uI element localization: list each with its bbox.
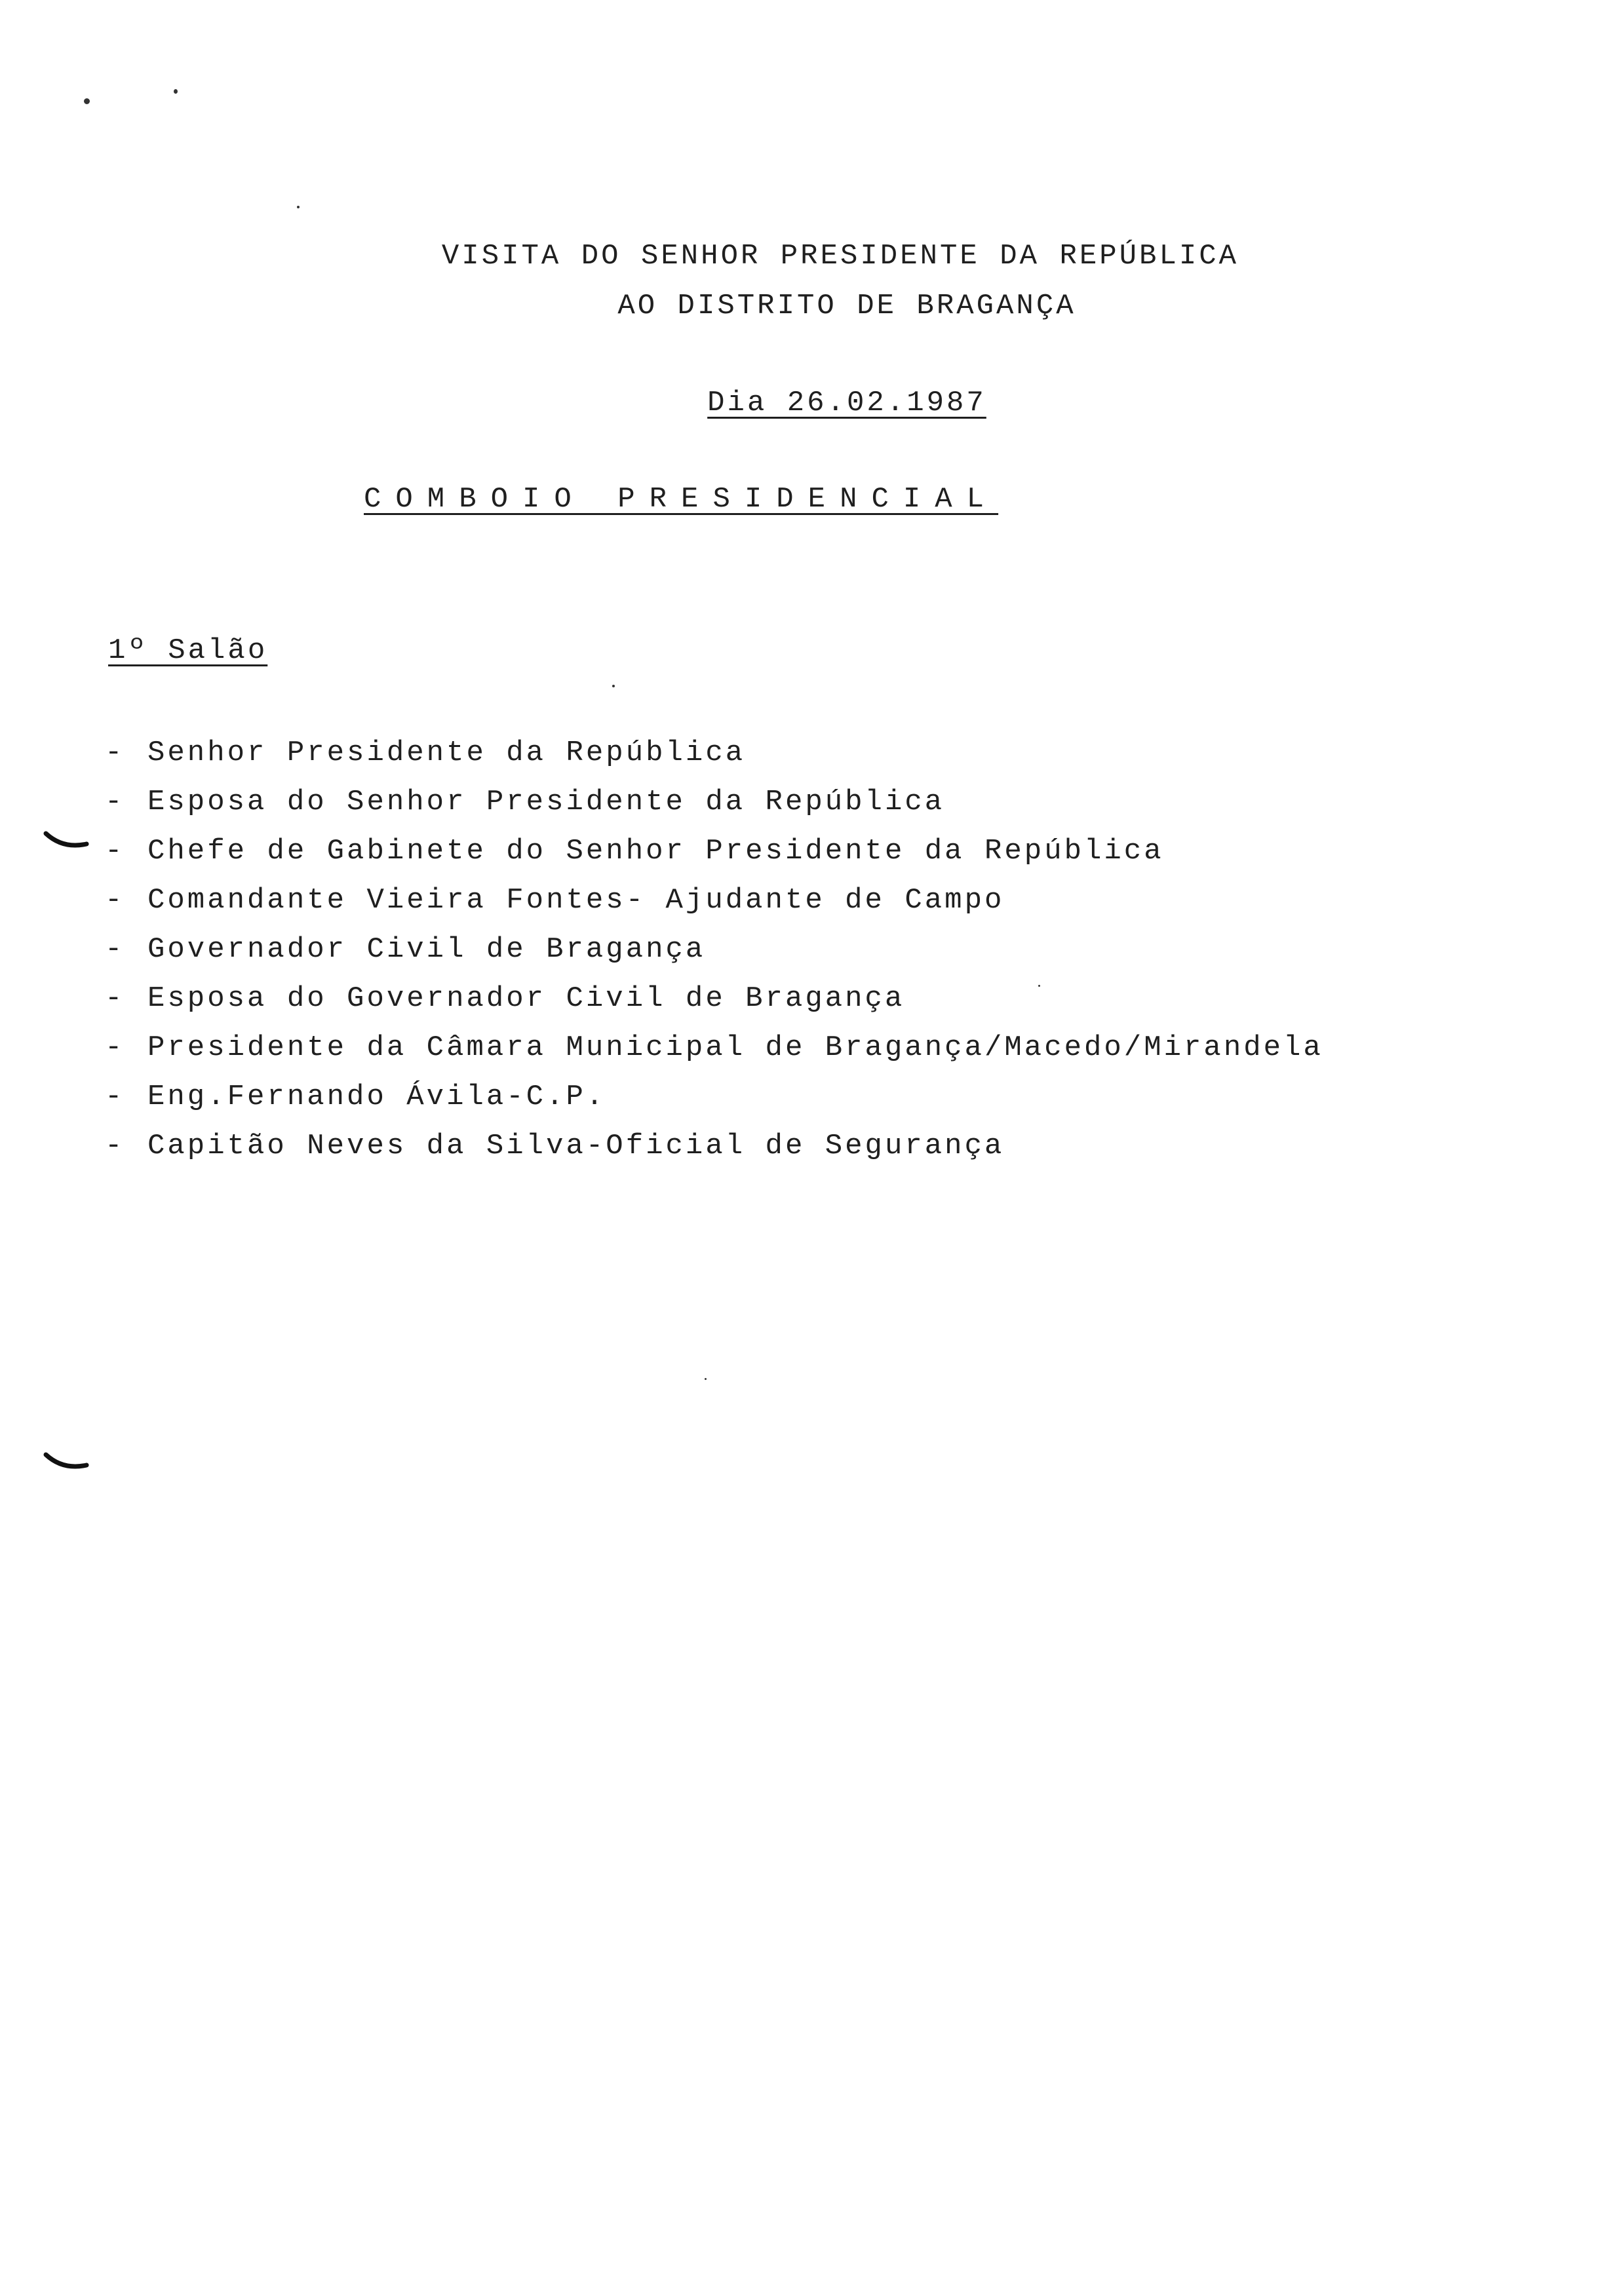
- list-item: [105, 729, 1323, 778]
- attendee-name: Capitão Neves da Silva-Oficial de Segurança: [147, 1130, 1005, 1162]
- attendee-name: Governador Civil de Bragança: [147, 933, 706, 966]
- attendee-name: Presidente da Câmara Municipal de Bragança/Macedo/Mirandela: [147, 1031, 1323, 1064]
- list-bullet: -: [105, 1031, 125, 1064]
- document-date-text: Dia 26.02.1987: [707, 387, 986, 419]
- scan-speck: [705, 1378, 707, 1380]
- document-title: COMBOIO PRESIDENCIAL: [364, 483, 999, 516]
- scan-speck: [174, 89, 178, 94]
- list-bullet: -: [105, 982, 125, 1015]
- list-item: [105, 876, 1323, 925]
- section-title: 1º Salão: [108, 634, 268, 667]
- list-bullet: -: [105, 835, 125, 868]
- list-item: [105, 1122, 1323, 1171]
- list-bullet: -: [105, 1130, 125, 1162]
- scan-speck: [84, 98, 90, 104]
- list-bullet: -: [105, 737, 125, 769]
- attendee-name: Senhor Presidente da República: [147, 737, 746, 769]
- check-mark-icon: [43, 827, 89, 853]
- attendee-name: Esposa do Senhor Presidente da República: [147, 786, 945, 818]
- check-mark-icon: [43, 1448, 89, 1474]
- scan-speck: [297, 206, 300, 208]
- list-item: [105, 1024, 1323, 1073]
- list-bullet: -: [105, 884, 125, 917]
- list-item: [105, 827, 1323, 876]
- document-heading-line-2: AO DISTRITO DE BRAGANÇA: [617, 290, 1076, 322]
- list-item: [105, 925, 1323, 974]
- list-item: [105, 1073, 1323, 1122]
- attendee-name: Eng.Fernando Ávila-C.P.: [147, 1081, 606, 1113]
- document-heading-line-1: VISITA DO SENHOR PRESIDENTE DA REPÚBLICA: [441, 240, 1239, 273]
- list-item: [105, 974, 1323, 1024]
- list-bullet: -: [105, 1081, 125, 1113]
- document-date: [0, 385, 1615, 421]
- list-item: [105, 778, 1323, 827]
- attendee-name: Chefe de Gabinete do Senhor Presidente da República: [147, 835, 1164, 868]
- list-bullet: -: [105, 933, 125, 966]
- attendee-name: Esposa do Governador Civil de Bragança: [147, 982, 905, 1015]
- attendee-name: Comandante Vieira Fontes- Ajudante de Campo: [147, 884, 1005, 917]
- list-bullet: -: [105, 786, 125, 818]
- scan-speck: [612, 685, 615, 687]
- attendee-list: [105, 729, 1323, 1171]
